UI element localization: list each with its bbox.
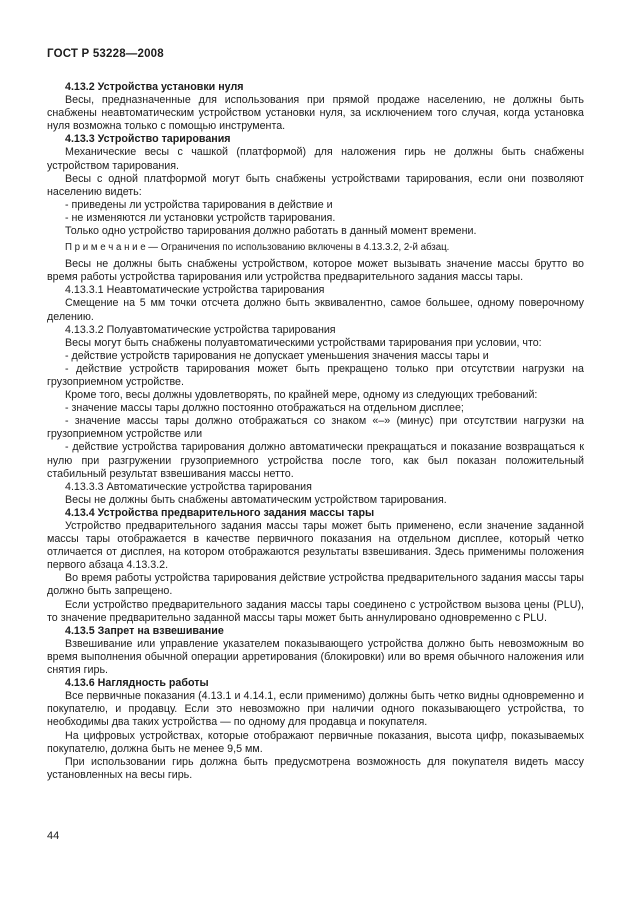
paragraph: Весы не должны быть снабжены устройством, которое может вызывать значение массы брутто во время работы устройства тарирования или устройства предварительного задания массы тары.	[47, 258, 584, 284]
paragraph: - значение массы тары должно постоянно отображаться на отдельном дисплее;	[65, 402, 464, 415]
paragraph: - не изменяются ли установки устройств тарирования.	[65, 211, 336, 224]
paragraph: - действие устройств тарирования может быть прекращено только при отсутствии нагрузки на грузоприемном устройстве.	[47, 362, 584, 388]
paragraph: Весы могут быть снабжены полуавтоматическими устройствами тарирования при условии, что:	[65, 336, 542, 349]
paragraph: Весы с одной платформой могут быть снабжены устройствами тарирования, если они позволяют населению видеть:	[47, 172, 584, 198]
note-paragraph: П р и м е ч а н и е — Ограничения по использованию включены в 4.13.3.2, 2-й абзац.	[65, 242, 450, 254]
section-heading: 4.13.5 Запрет на взвешивание	[65, 624, 224, 637]
paragraph: На цифровых устройствах, которые отображают первичные показания, высота цифр, показываемых покупателю, должна быть не менее 9,5 мм.	[47, 729, 584, 755]
paragraph: При использовании гирь должна быть предусмотрена возможность для покупателя видеть массу установленных на весы гирь.	[47, 755, 584, 781]
paragraph: Устройство предварительного задания массы тары может быть применено, если значение заданной массы тары отображается в качестве первичного показания на отдельном дисплее, который четко отличается от дисплея, на котором отображаются результаты взвешивания. Здесь применимы положения первого абзаца 4.13.3.2.	[47, 520, 584, 572]
paragraph: Весы не должны быть снабжены автоматическим устройством тарирования.	[65, 493, 447, 506]
paragraph: Во время работы устройства тарирования действие устройства предварительного задания массы тары должно быть запрещено.	[47, 572, 584, 598]
section-heading: 4.13.3 Устройство тарирования	[65, 133, 231, 146]
paragraph: Взвешивание или управление указателем показывающего устройства должно быть невозможным во время выполнения обычной операции арретирования (блокировки) или во время обычного наложения или снятия гирь.	[47, 637, 584, 677]
paragraph: - действие устройства тарирования должно автоматически прекращаться и показание возвращаться к нулю при разгружении грузоприемного устройства после того, как был показан положительный стабильный результат взвешивания массы нетто.	[47, 441, 584, 480]
paragraph: Смещение на 5 мм точки отсчета должно быть эквивалентно, самое большее, одному поверочному делению.	[47, 297, 584, 323]
page-number: 44	[47, 830, 60, 842]
paragraph: Только одно устройство тарирования должно работать в данный момент времени.	[65, 225, 477, 238]
document-blocks	[47, 81, 584, 782]
section-heading: 4.13.4 Устройства предварительного задания массы тары	[65, 506, 375, 519]
paragraph: Кроме того, весы должны удовлетворять, по крайней мере, одному из следующих требований:	[65, 389, 538, 402]
paragraph: 4.13.3.3 Автоматические устройства тарирования	[65, 480, 312, 493]
paragraph: - приведены ли устройства тарирования в действие и	[65, 198, 333, 211]
paragraph: - действие устройств тарирования не допускает уменьшения значения массы тары и	[65, 349, 489, 362]
section-heading: 4.13.2 Устройства установки нуля	[65, 81, 244, 93]
paragraph: 4.13.3.1 Неавтоматические устройства тарирования	[65, 284, 325, 297]
section-heading: 4.13.6 Наглядность работы	[65, 677, 209, 690]
paragraph: 4.13.3.2 Полуавтоматические устройства тарирования	[65, 323, 336, 336]
paragraph: - значение массы тары должно отображаться со знаком «–» (минус) при отсутствии нагрузки на грузоприемном устройстве или	[47, 415, 584, 441]
paragraph: Все первичные показания (4.13.1 и 4.14.1, если применимо) должны быть четко видны одновременно и покупателю, и продавцу. Если это невозможно при наличии одного показывающего устройства, то необходимы два таких устройства — по одному для продавца и покупателя.	[47, 690, 584, 729]
page-body	[47, 48, 584, 782]
paragraph: Весы, предназначенные для использования при прямой продаже населению, не должны быть снабжены неавтоматическим устройством установки нуля, за исключением того случая, когда установка нуля возможна только с помощью инструмента.	[47, 94, 584, 133]
paragraph: Если устройство предварительного задания массы тары соединено с устройством вызова цены (PLU), то значение предварительно заданной массы тары может быть аннулировано одновременно с PLU.	[47, 598, 584, 624]
paragraph: Механические весы с чашкой (платформой) для наложения гирь не должны быть снабжены устройством тарирования.	[47, 146, 584, 172]
document-title: ГОСТ Р 53228—2008	[47, 48, 164, 60]
